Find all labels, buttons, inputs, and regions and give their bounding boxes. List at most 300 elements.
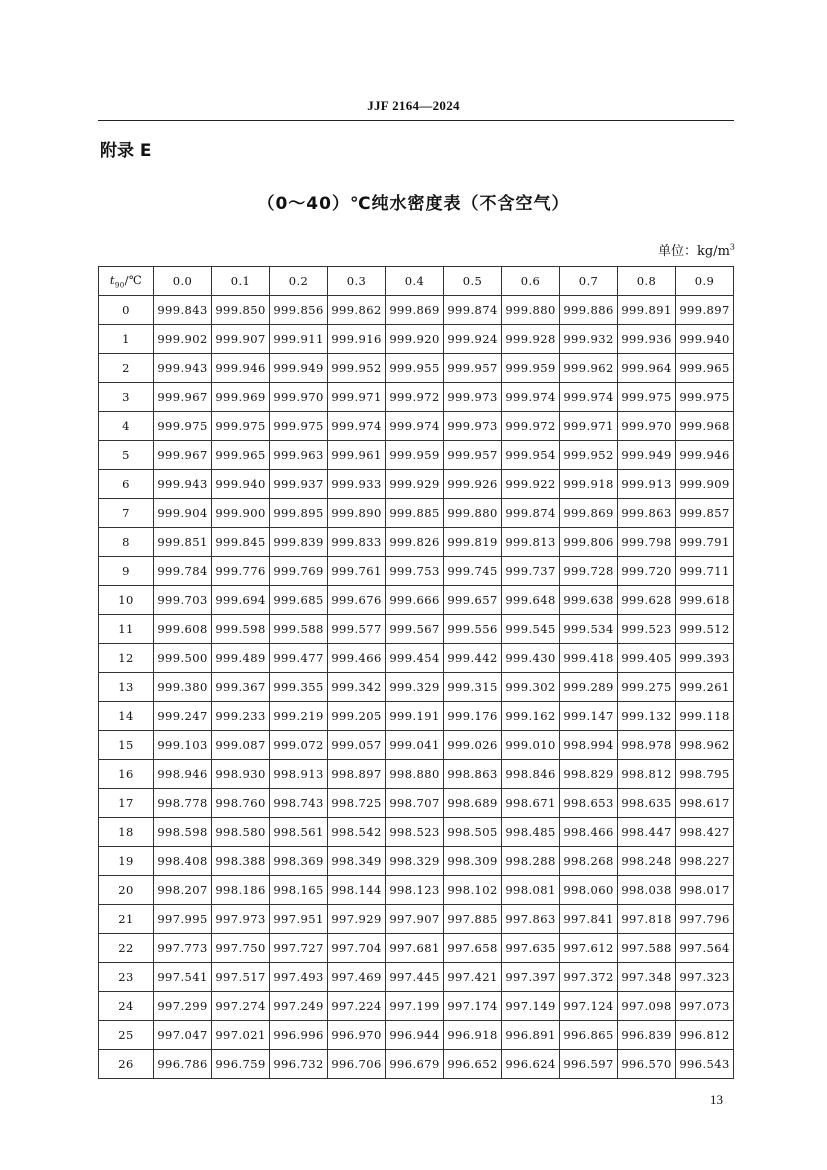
density-cell: 999.087 (212, 731, 270, 760)
density-cell: 999.880 (502, 296, 560, 325)
density-cell: 999.937 (270, 470, 328, 499)
table-row (99, 847, 734, 876)
density-cell: 999.191 (386, 702, 444, 731)
density-cell: 998.653 (560, 789, 618, 818)
density-cell: 998.123 (386, 876, 444, 905)
temperature-cell: 21 (99, 905, 154, 934)
temperature-cell: 15 (99, 731, 154, 760)
table-row (99, 905, 734, 934)
density-cell: 998.248 (618, 847, 676, 876)
density-cell: 999.869 (386, 296, 444, 325)
density-cell: 996.570 (618, 1050, 676, 1079)
temperature-cell: 26 (99, 1050, 154, 1079)
density-cell: 999.289 (560, 673, 618, 702)
density-cell: 996.732 (270, 1050, 328, 1079)
density-cell: 999.886 (560, 296, 618, 325)
density-cell: 997.323 (676, 963, 734, 992)
density-cell: 998.743 (270, 789, 328, 818)
density-cell: 998.897 (328, 760, 386, 789)
density-cell: 999.776 (212, 557, 270, 586)
column-header: 0.3 (328, 267, 386, 296)
density-cell: 997.149 (502, 992, 560, 1021)
density-cell: 998.388 (212, 847, 270, 876)
density-cell: 999.103 (154, 731, 212, 760)
density-cell: 999.963 (270, 441, 328, 470)
density-cell: 997.249 (270, 992, 328, 1021)
density-cell: 997.274 (212, 992, 270, 1021)
table-row (99, 644, 734, 673)
temperature-cell: 3 (99, 383, 154, 412)
density-cell: 999.970 (618, 412, 676, 441)
density-cell: 999.964 (618, 354, 676, 383)
density-cell: 999.974 (386, 412, 444, 441)
density-cell: 999.233 (212, 702, 270, 731)
density-cell: 998.913 (270, 760, 328, 789)
density-cell: 997.421 (444, 963, 502, 992)
table-row (99, 731, 734, 760)
density-cell: 999.973 (444, 383, 502, 412)
density-cell: 998.466 (560, 818, 618, 847)
density-cell: 999.975 (618, 383, 676, 412)
density-cell: 998.017 (676, 876, 734, 905)
density-cell: 999.968 (676, 412, 734, 441)
density-cell: 999.967 (154, 441, 212, 470)
density-cell: 999.874 (444, 296, 502, 325)
table-row (99, 354, 734, 383)
unit-superscript: 3 (729, 242, 735, 252)
density-cell: 998.760 (212, 789, 270, 818)
density-cell: 999.769 (270, 557, 328, 586)
density-cell: 997.224 (328, 992, 386, 1021)
density-cell: 999.545 (502, 615, 560, 644)
column-header: 0.6 (502, 267, 560, 296)
column-header: 0.9 (676, 267, 734, 296)
density-cell: 996.759 (212, 1050, 270, 1079)
density-cell: 998.288 (502, 847, 560, 876)
density-cell: 998.309 (444, 847, 502, 876)
density-cell: 999.932 (560, 325, 618, 354)
table-row (99, 557, 734, 586)
density-cell: 999.918 (560, 470, 618, 499)
density-cell: 999.512 (676, 615, 734, 644)
table-row (99, 673, 734, 702)
density-cell: 998.485 (502, 818, 560, 847)
density-cell: 997.588 (618, 934, 676, 963)
density-cell: 999.806 (560, 528, 618, 557)
density-cell: 999.969 (212, 383, 270, 412)
density-cell: 997.929 (328, 905, 386, 934)
density-cell: 998.725 (328, 789, 386, 818)
density-cell: 999.791 (676, 528, 734, 557)
density-cell: 998.427 (676, 818, 734, 847)
table-body (99, 296, 734, 1079)
density-cell: 999.972 (502, 412, 560, 441)
table-row (99, 1021, 734, 1050)
table-row (99, 789, 734, 818)
density-cell: 999.971 (560, 412, 618, 441)
density-cell: 999.933 (328, 470, 386, 499)
unit-label (658, 240, 735, 259)
density-cell: 999.813 (502, 528, 560, 557)
density-cell: 999.638 (560, 586, 618, 615)
density-cell: 998.561 (270, 818, 328, 847)
density-cell: 999.920 (386, 325, 444, 354)
density-cell: 997.750 (212, 934, 270, 963)
density-cell: 998.038 (618, 876, 676, 905)
density-cell: 999.863 (618, 499, 676, 528)
temperature-symbol: t (109, 272, 115, 287)
density-cell: 999.926 (444, 470, 502, 499)
density-cell: 998.795 (676, 760, 734, 789)
density-cell: 999.685 (270, 586, 328, 615)
density-cell: 997.493 (270, 963, 328, 992)
table-row (99, 760, 734, 789)
density-cell: 996.944 (386, 1021, 444, 1050)
column-header: 0.8 (618, 267, 676, 296)
density-cell: 999.608 (154, 615, 212, 644)
table-row (99, 441, 734, 470)
table-row (99, 325, 734, 354)
density-cell: 999.928 (502, 325, 560, 354)
density-cell: 998.060 (560, 876, 618, 905)
density-cell: 996.839 (618, 1021, 676, 1050)
density-cell: 999.219 (270, 702, 328, 731)
density-cell: 999.477 (270, 644, 328, 673)
density-cell: 999.380 (154, 673, 212, 702)
density-cell: 998.580 (212, 818, 270, 847)
density-cell: 998.268 (560, 847, 618, 876)
temperature-cell: 5 (99, 441, 154, 470)
density-cell: 999.666 (386, 586, 444, 615)
density-cell: 999.913 (618, 470, 676, 499)
density-cell: 999.885 (386, 499, 444, 528)
density-cell: 999.904 (154, 499, 212, 528)
density-cell: 999.648 (502, 586, 560, 615)
density-cell: 999.205 (328, 702, 386, 731)
density-cell: 998.846 (502, 760, 560, 789)
density-cell: 999.961 (328, 441, 386, 470)
table-row (99, 876, 734, 905)
density-cell: 997.681 (386, 934, 444, 963)
density-cell: 999.577 (328, 615, 386, 644)
density-cell: 999.761 (328, 557, 386, 586)
density-cell: 999.041 (386, 731, 444, 760)
density-cell: 999.907 (212, 325, 270, 354)
density-cell: 997.727 (270, 934, 328, 963)
density-cell: 999.890 (328, 499, 386, 528)
density-cell: 999.874 (502, 499, 560, 528)
density-cell: 996.706 (328, 1050, 386, 1079)
density-cell: 999.974 (560, 383, 618, 412)
temperature-subscript: 90 (114, 281, 125, 290)
density-cell: 998.617 (676, 789, 734, 818)
density-cell: 996.891 (502, 1021, 560, 1050)
density-cell: 999.393 (676, 644, 734, 673)
density-cell: 999.556 (444, 615, 502, 644)
density-cell: 999.962 (560, 354, 618, 383)
temperature-cell: 25 (99, 1021, 154, 1050)
density-cell: 997.796 (676, 905, 734, 934)
density-cell: 998.408 (154, 847, 212, 876)
density-cell: 999.026 (444, 731, 502, 760)
density-cell: 996.918 (444, 1021, 502, 1050)
density-cell: 999.967 (154, 383, 212, 412)
density-cell: 998.227 (676, 847, 734, 876)
density-cell: 999.974 (328, 412, 386, 441)
density-cell: 999.010 (502, 731, 560, 760)
density-cell: 998.812 (618, 760, 676, 789)
temperature-unit: /℃ (124, 272, 143, 287)
density-cell: 996.996 (270, 1021, 328, 1050)
density-cell: 999.943 (154, 470, 212, 499)
density-cell: 999.975 (270, 412, 328, 441)
density-cell: 999.897 (676, 296, 734, 325)
density-cell: 999.057 (328, 731, 386, 760)
density-cell: 999.261 (676, 673, 734, 702)
density-cell: 998.671 (502, 789, 560, 818)
density-cell: 999.843 (154, 296, 212, 325)
density-cell: 999.922 (502, 470, 560, 499)
temperature-cell: 12 (99, 644, 154, 673)
density-cell: 997.907 (386, 905, 444, 934)
temperature-cell: 6 (99, 470, 154, 499)
density-cell: 999.856 (270, 296, 328, 325)
density-cell: 997.021 (212, 1021, 270, 1050)
density-cell: 997.397 (502, 963, 560, 992)
density-cell: 999.891 (618, 296, 676, 325)
page-number: 13 (710, 1092, 723, 1107)
density-cell: 997.704 (328, 934, 386, 963)
density-cell: 999.737 (502, 557, 560, 586)
density-cell: 999.534 (560, 615, 618, 644)
density-cell: 999.342 (328, 673, 386, 702)
density-cell: 998.707 (386, 789, 444, 818)
temperature-cell: 20 (99, 876, 154, 905)
density-cell: 996.624 (502, 1050, 560, 1079)
density-cell: 999.946 (212, 354, 270, 383)
density-cell: 996.970 (328, 1021, 386, 1050)
density-cell: 997.863 (502, 905, 560, 934)
table-row (99, 818, 734, 847)
density-cell: 999.940 (676, 325, 734, 354)
density-cell: 996.543 (676, 1050, 734, 1079)
temperature-cell: 0 (99, 296, 154, 325)
density-cell: 999.176 (444, 702, 502, 731)
density-cell: 999.418 (560, 644, 618, 673)
density-cell: 999.753 (386, 557, 444, 586)
density-cell: 999.900 (212, 499, 270, 528)
density-cell: 998.946 (154, 760, 212, 789)
temperature-cell: 18 (99, 818, 154, 847)
density-cell: 999.442 (444, 644, 502, 673)
density-cell: 999.929 (386, 470, 444, 499)
temperature-cell: 17 (99, 789, 154, 818)
document-code: JJF 2164—2024 (367, 98, 460, 113)
density-cell: 998.447 (618, 818, 676, 847)
density-cell: 999.466 (328, 644, 386, 673)
column-header: 0.2 (270, 267, 328, 296)
density-cell: 998.523 (386, 818, 444, 847)
density-cell: 999.132 (618, 702, 676, 731)
density-cell: 999.355 (270, 673, 328, 702)
density-cell: 997.124 (560, 992, 618, 1021)
table-row (99, 528, 734, 557)
density-cell: 997.951 (270, 905, 328, 934)
density-cell: 998.165 (270, 876, 328, 905)
density-cell: 997.635 (502, 934, 560, 963)
density-cell: 998.081 (502, 876, 560, 905)
density-cell: 999.367 (212, 673, 270, 702)
density-cell: 999.916 (328, 325, 386, 354)
table-row (99, 586, 734, 615)
density-cell: 999.275 (618, 673, 676, 702)
density-cell: 999.489 (212, 644, 270, 673)
density-cell: 999.940 (212, 470, 270, 499)
density-cell: 999.943 (154, 354, 212, 383)
unit-text: 单位：kg/m (657, 244, 730, 259)
table-row (99, 963, 734, 992)
density-cell: 999.952 (560, 441, 618, 470)
density-cell: 999.784 (154, 557, 212, 586)
density-cell: 999.118 (676, 702, 734, 731)
density-cell: 997.658 (444, 934, 502, 963)
density-cell: 999.949 (618, 441, 676, 470)
density-cell: 997.098 (618, 992, 676, 1021)
density-cell: 999.902 (154, 325, 212, 354)
table-row (99, 1050, 734, 1079)
density-cell: 999.711 (676, 557, 734, 586)
density-cell: 998.102 (444, 876, 502, 905)
density-cell: 999.857 (676, 499, 734, 528)
density-cell: 997.047 (154, 1021, 212, 1050)
density-cell: 998.329 (386, 847, 444, 876)
density-cell: 999.850 (212, 296, 270, 325)
density-cell: 999.954 (502, 441, 560, 470)
table-header-row (99, 267, 734, 296)
density-cell: 999.798 (618, 528, 676, 557)
density-cell: 998.994 (560, 731, 618, 760)
density-cell: 998.207 (154, 876, 212, 905)
density-cell: 999.972 (386, 383, 444, 412)
density-cell: 997.612 (560, 934, 618, 963)
table-title: （0～40）℃纯水密度表（不含空气） (257, 194, 570, 214)
density-cell: 999.959 (502, 354, 560, 383)
density-cell: 999.826 (386, 528, 444, 557)
density-cell: 998.689 (444, 789, 502, 818)
temperature-cell: 10 (99, 586, 154, 615)
density-cell: 999.598 (212, 615, 270, 644)
density-table (98, 266, 734, 1079)
density-cell: 999.405 (618, 644, 676, 673)
appendix-label: 附录 E (100, 141, 152, 161)
density-cell: 999.949 (270, 354, 328, 383)
temperature-cell: 7 (99, 499, 154, 528)
density-cell: 999.819 (444, 528, 502, 557)
density-cell: 996.652 (444, 1050, 502, 1079)
temperature-cell: 24 (99, 992, 154, 1021)
density-cell: 998.829 (560, 760, 618, 789)
density-cell: 998.635 (618, 789, 676, 818)
density-cell: 999.833 (328, 528, 386, 557)
table-row (99, 934, 734, 963)
density-cell: 999.430 (502, 644, 560, 673)
temperature-cell: 1 (99, 325, 154, 354)
density-cell: 997.372 (560, 963, 618, 992)
column-header: 0.4 (386, 267, 444, 296)
temperature-cell: 16 (99, 760, 154, 789)
density-cell: 999.952 (328, 354, 386, 383)
density-cell: 999.500 (154, 644, 212, 673)
density-cell: 997.564 (676, 934, 734, 963)
column-header: 0.7 (560, 267, 618, 296)
table-row (99, 615, 734, 644)
density-cell: 999.454 (386, 644, 444, 673)
temperature-cell: 2 (99, 354, 154, 383)
density-cell: 999.851 (154, 528, 212, 557)
density-cell: 997.995 (154, 905, 212, 934)
density-cell: 999.909 (676, 470, 734, 499)
density-cell: 997.773 (154, 934, 212, 963)
density-cell: 998.542 (328, 818, 386, 847)
density-cell: 997.445 (386, 963, 444, 992)
density-cell: 997.174 (444, 992, 502, 1021)
temperature-cell: 4 (99, 412, 154, 441)
density-cell: 996.812 (676, 1021, 734, 1050)
table-row (99, 992, 734, 1021)
density-cell: 999.971 (328, 383, 386, 412)
density-cell: 998.598 (154, 818, 212, 847)
density-cell: 999.975 (154, 412, 212, 441)
temperature-cell: 8 (99, 528, 154, 557)
density-cell: 999.957 (444, 441, 502, 470)
density-cell: 997.541 (154, 963, 212, 992)
density-cell: 998.880 (386, 760, 444, 789)
density-cell: 996.597 (560, 1050, 618, 1079)
density-cell: 999.839 (270, 528, 328, 557)
table-row (99, 702, 734, 731)
density-cell: 998.349 (328, 847, 386, 876)
density-cell: 997.973 (212, 905, 270, 934)
density-cell: 999.959 (386, 441, 444, 470)
density-cell: 999.957 (444, 354, 502, 383)
density-cell: 999.315 (444, 673, 502, 702)
temperature-cell: 19 (99, 847, 154, 876)
density-cell: 999.694 (212, 586, 270, 615)
density-cell: 998.863 (444, 760, 502, 789)
density-cell: 999.728 (560, 557, 618, 586)
density-cell: 999.720 (618, 557, 676, 586)
density-cell: 998.962 (676, 731, 734, 760)
density-cell: 999.895 (270, 499, 328, 528)
density-cell: 998.978 (618, 731, 676, 760)
temperature-header (99, 267, 154, 296)
density-cell: 996.865 (560, 1021, 618, 1050)
table-row (99, 499, 734, 528)
temperature-cell: 13 (99, 673, 154, 702)
density-cell: 997.885 (444, 905, 502, 934)
density-cell: 999.657 (444, 586, 502, 615)
density-cell: 999.965 (212, 441, 270, 470)
density-cell: 998.930 (212, 760, 270, 789)
density-cell: 997.299 (154, 992, 212, 1021)
column-header: 0.0 (154, 267, 212, 296)
density-cell: 999.973 (444, 412, 502, 441)
density-cell: 999.975 (212, 412, 270, 441)
density-cell: 997.348 (618, 963, 676, 992)
header-rule (98, 120, 734, 121)
density-cell: 999.975 (676, 383, 734, 412)
density-cell: 998.369 (270, 847, 328, 876)
